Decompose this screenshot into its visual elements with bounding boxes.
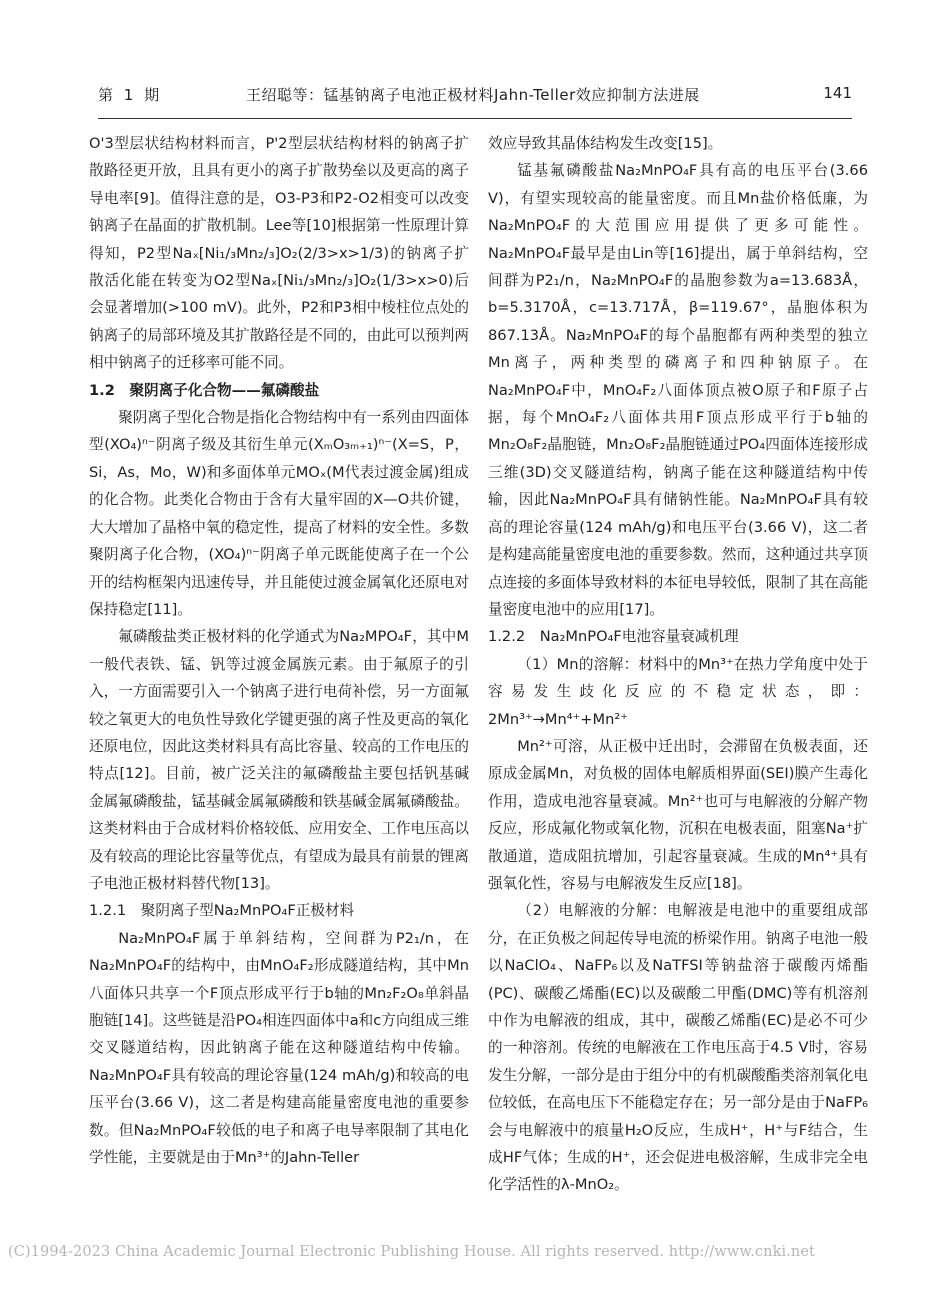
left-column — [89, 130, 469, 1171]
right-column — [488, 130, 868, 1199]
issue-label: 第 1 期 — [98, 86, 163, 104]
subsection-heading: 1.2.2 Na₂MnPO₄F电池容量衰减机理 — [488, 628, 739, 646]
paragraph: Mn²⁺可溶，从正极中迁出时，会滞留在负极表面，还原成金属Mn，对负极的固体电解质相界面(SEI)膜产生毒化作用，造成电池容量衰减。Mn²⁺也可与电解液的分解产物反应，形成氟化物或氧化物，沉积在电极表面，阻塞Na⁺扩散通道，造成阻抗增加，引起容量衰减。生成的Mn⁴⁺具有强氧化性，容易与电解液发生反应[18]。 — [488, 737, 868, 892]
paragraph: Na₂MnPO₄F属于单斜结构，空间群为P2₁/n，在Na₂MnPO₄F的结构中，由MnO₄F₂形成隧道结构，其中Mn八面体只共享一个F顶点形成平行于b轴的Mn₂F₂O₈单斜晶胞链[14]。这些链是沿PO₄相连四面体中a和c方向组成三维交叉隧道结构，因此钠离子能在这种隧道结构中传输。Na₂MnPO₄F具有较高的理论容量(124 mAh/g)和较高的电压平台(3.66 V)，这二者是构建高能量密度电池的重要参数。但Na₂MnPO₄F较低的电子和离子电导率限制了其电化学性能，主要就是由于Mn³⁺的Jahn-Teller — [89, 929, 469, 1167]
running-header — [98, 84, 852, 119]
paragraph: 锰基氟磷酸盐Na₂MnPO₄F具有高的电压平台(3.66 V)，有望实现较高的能量密度。而且Mn盐价格低廉，为Na₂MnPO₄F的大范围应用提供了更多可能性。Na₂MnPO₄F最早是由Lin等[16]提出，属于单斜结构，空间群为P2₁/n，Na₂MnPO₄F的晶胞参数为a=13.683Å，b=5.3170Å，c=13.717Å，β=119.67°，晶胞体积为867.13Å。Na₂MnPO₄F的每个晶胞都有两种类型的独立Mn离子，两种类型的磷离子和四种钠原子。在Na₂MnPO₄F中，MnO₄F₂八面体顶点被O原子和F原子占据，每个MnO₄F₂八面体共用F顶点形成平行于b轴的Mn₂O₈F₂晶胞链，Mn₂O₈F₂晶胞链通过PO₄四面体连接形成三维(3D)交叉隧道结构，钠离子能在这种隧道结构中传输，因此Na₂MnPO₄F具有储钠性能。Na₂MnPO₄F具有较高的理论容量(124 mAh/g)和电压平台(3.66 V)，这二者是构建高能量密度电池的重要参数。然而，这种通过共享顶点连接的多面体导致材料的本征电导较低，限制了其在高能量密度电池中的应用[17]。 — [488, 162, 868, 618]
paragraph: 效应导致其晶体结构发生改变[15]。 — [488, 135, 723, 152]
running-title: 王绍聪等：锰基钠离子电池正极材料Jahn-Teller效应抑制方法进展 — [246, 86, 700, 104]
subsection-heading: 1.2.1 聚阴离子型Na₂MnPO₄F正极材料 — [89, 902, 355, 920]
paragraph: 氟磷酸盐类正极材料的化学通式为Na₂MPO₄F，其中M一般代表铁、锰、钒等过渡金属族元素。由于氟原子的引入，一方面需要引入一个钠离子进行电荷补偿，另一方面氟较之氧更大的电负性导致化学键更强的离子性及更高的氧化还原电位，因此这类材料具有高比容量、较高的工作电压的特点[12]。目前，被广泛关注的氟磷酸盐主要包括钒基碱金属氟磷酸盐，锰基碱金属氟磷酸和铁基碱金属氟磷酸盐。这类材料由于合成材料价格较低、应用安全、工作电压高以及有较高的理论比容量等优点，有望成为最具有前景的锂离子电池正极材料替代物[13]。 — [89, 628, 469, 892]
section-heading: 1.2 聚阴离子化合物——氟磷酸盐 — [89, 381, 320, 399]
paragraph: O'3型层状结构材料而言，P'2型层状结构材料的钠离子扩散路径更开放，且具有更小的离子扩散势垒以及更高的离子导电率[9]。值得注意的是，O3-P3和P2-O2相变可以改变钠离子在晶面的扩散机制。Lee等[10]根据第一性原理计算得知，P2型Naₓ[Ni₁/₃Mn₂/₃]O₂(2/3>x>1/3)的钠离子扩散活化能在转变为O2型Naₓ[Ni₁/₃Mn₂/₃]O₂(1/3>x>0)后会显著增加(>100 mV)。此外，P2和P3相中棱柱位点处的钠离子的局部环境及其扩散路径是不同的，由此可以预判两相中钠离子的迁移率可能不同。 — [89, 135, 469, 372]
page-number: 141 — [823, 84, 852, 102]
copyright-footer: (C)1994-2023 China Academic Journal Electronic Publishing House. All rights reserved. http://www.cnki.net — [8, 1244, 815, 1260]
paragraph: （1）Mn的溶解：材料中的Mn³⁺在热力学角度中处于容易发生歧化反应的不稳定状态，即：2Mn³⁺→Mn⁴⁺+Mn²⁺ — [488, 655, 868, 728]
paragraph: （2）电解液的分解：电解液是电池中的重要组成部分，在正负极之间起传导电流的桥梁作用。钠离子电池一般以NaClO₄、NaFP₆以及NaTFSI等钠盐溶于碳酸丙烯酯(PC)、碳酸乙烯酯(EC)以及碳酸二甲酯(DMC)等有机溶剂中作为电解液的组成，其中，碳酸乙烯酯(EC)是必不可少的一种溶剂。传统的电解液在工作电压高于4.5 V时，容易发生分解，一部分是由于组分中的有机碳酸酯类溶剂氧化电位较低，在高电压下不能稳定存在；另一部分是由于NaFP₆会与电解液中的痕量H₂O反应，生成H⁺，H⁺与F结合，生成HF气体；生成的H⁺，还会促进电极溶解，生成非完全电化学活性的λ-MnO₂。 — [488, 902, 868, 1194]
paragraph: 聚阴离子型化合物是指化合物结构中有一系列由四面体型(XO₄)ⁿ⁻阴离子级及其衍生单元(XₘO₃ₘ₊₁)ⁿ⁻(X=S，P，Si，As，Mo，W)和多面体单元MOₓ(M代表过渡金属)组成的化合物。此类化合物由于含有大量牢固的X—O共价键，大大增加了晶格中氧的稳定性，提高了材料的安全性。多数聚阴离子化合物，(XO₄)ⁿ⁻阴离子单元既能使离子在一个公开的结构框架内迅速传导，并且能使过渡金属氧化还原电对保持稳定[11]。 — [89, 409, 469, 618]
